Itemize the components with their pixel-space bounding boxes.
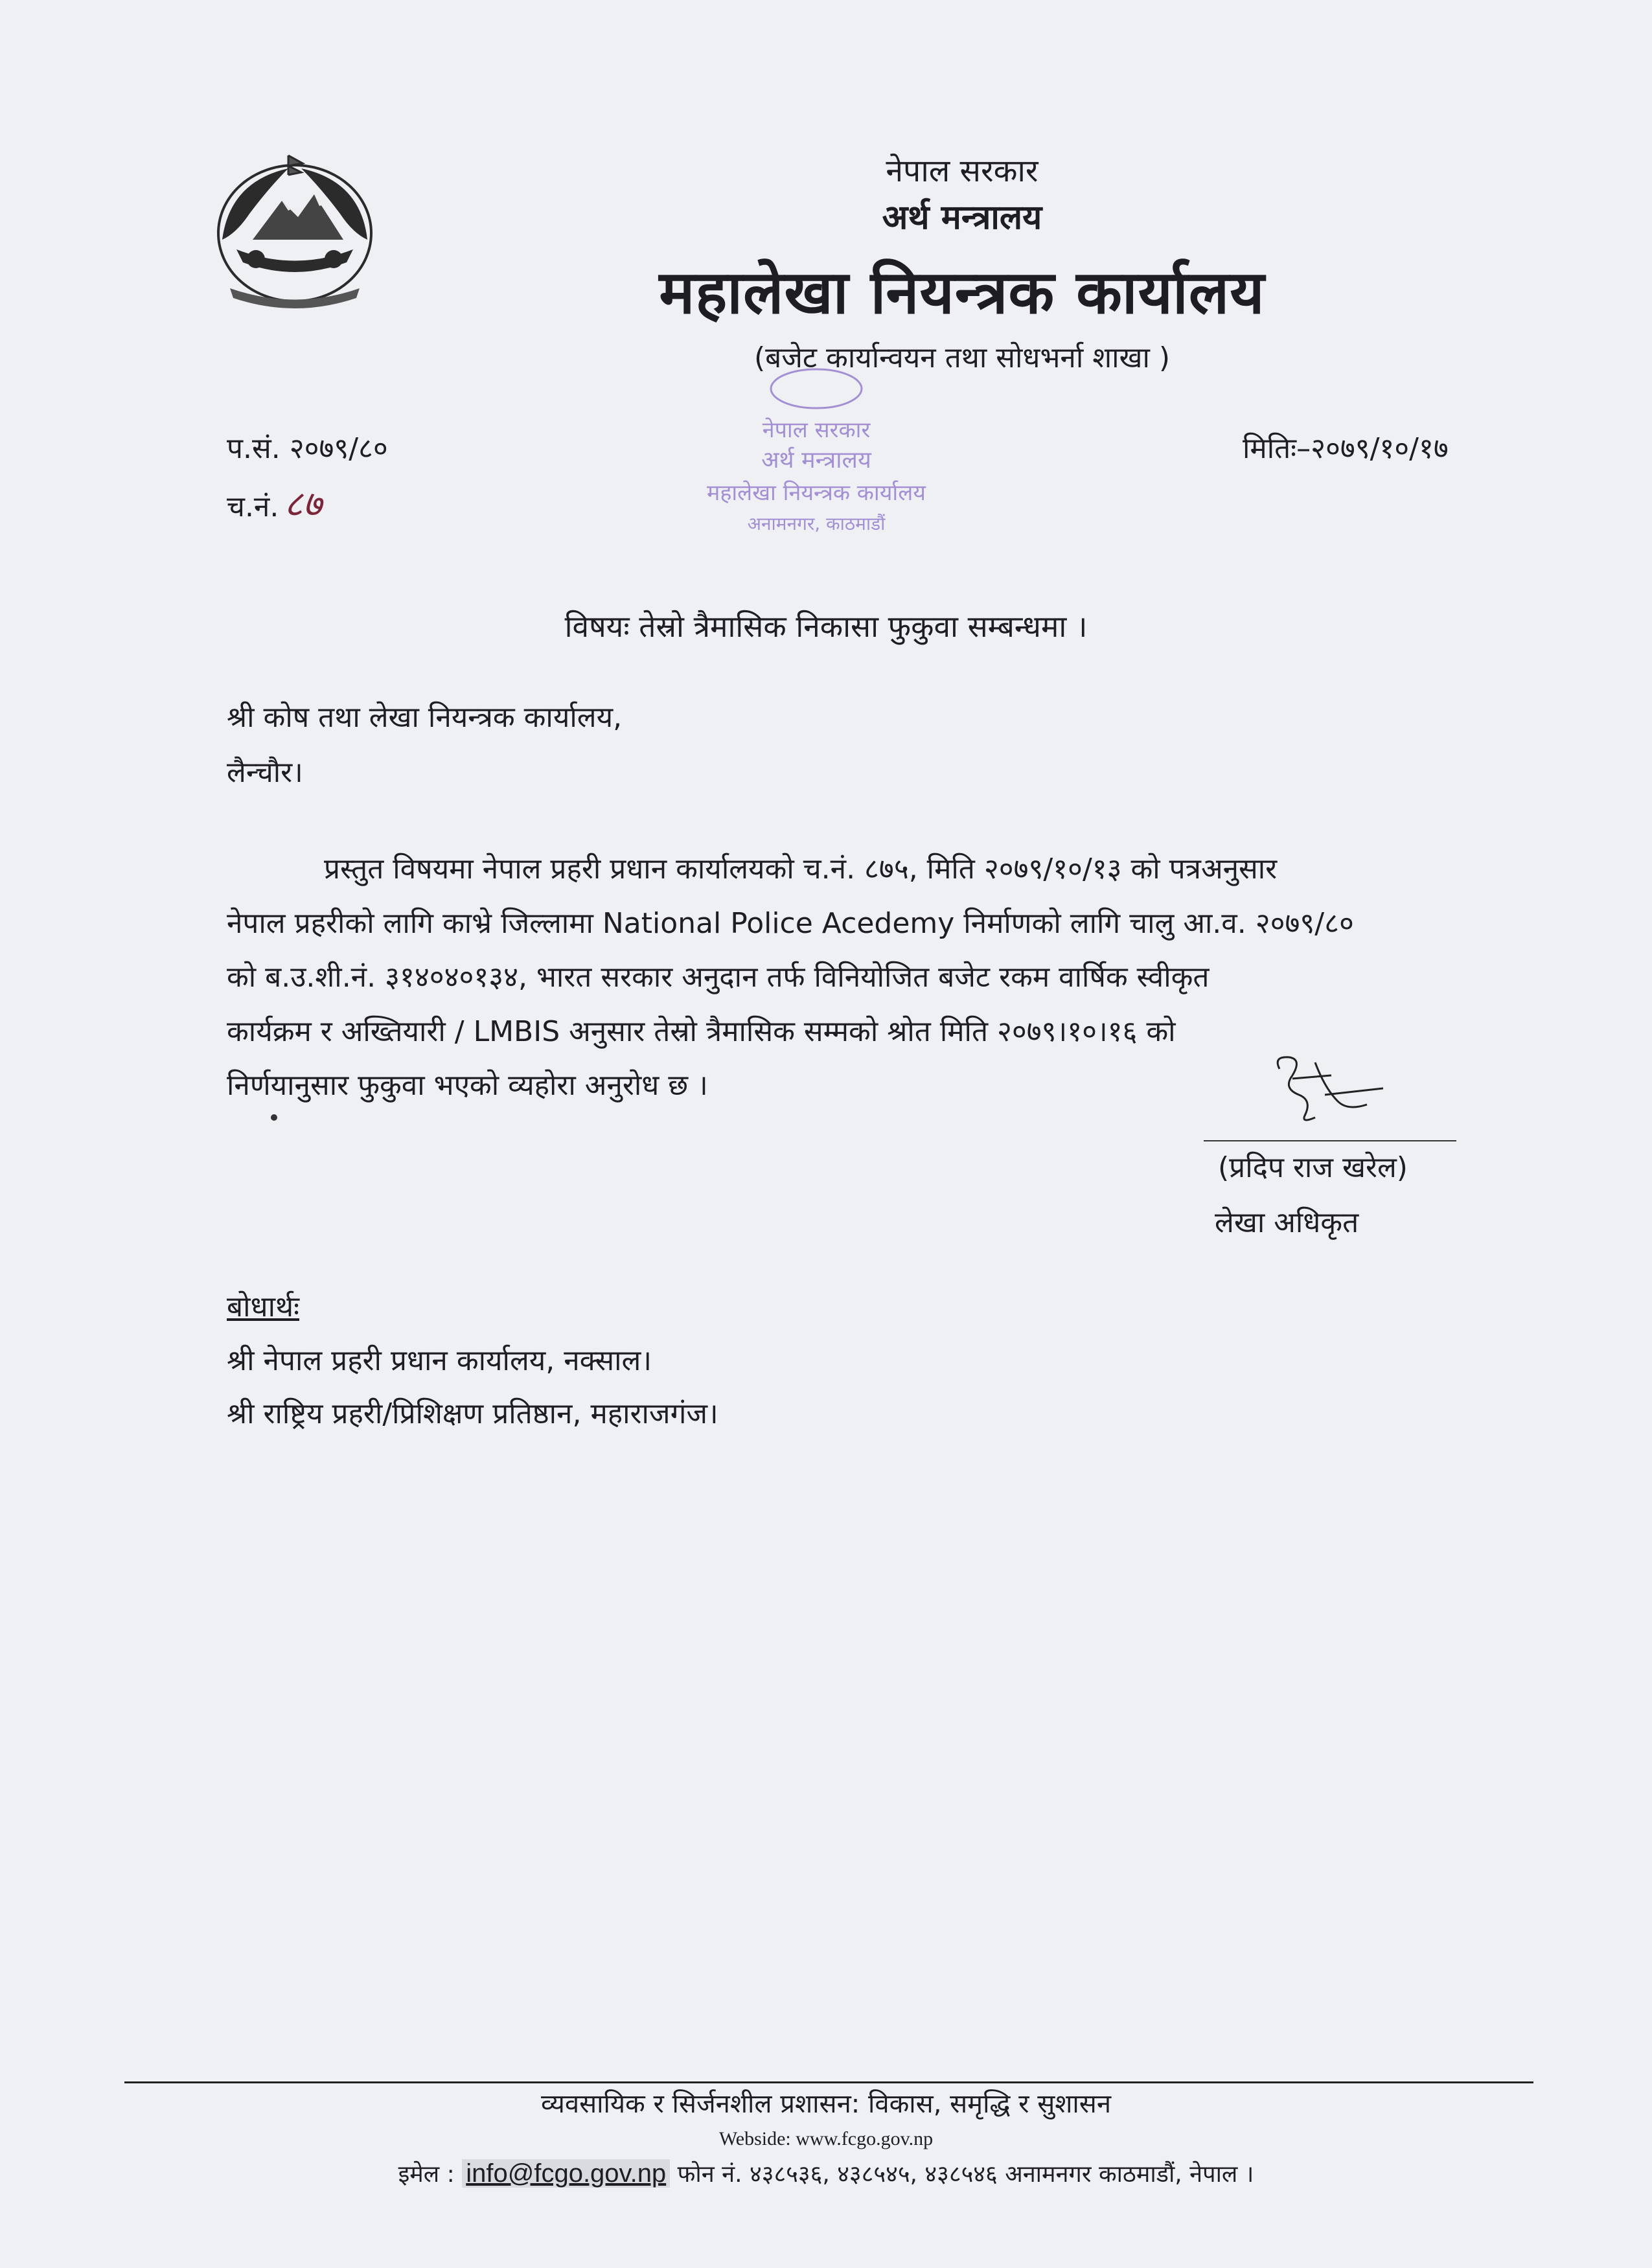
dispatch-number — [227, 478, 322, 527]
dispatch-label: च.नं. — [227, 490, 279, 523]
letter-number: प.सं. २०७९/८० — [227, 432, 388, 465]
footer-contact — [0, 2157, 1652, 2189]
signatory-designation: लेखा अधिकृत — [1215, 1206, 1359, 1239]
cc-heading: बोधार्थः — [227, 1290, 299, 1323]
footer-website: Webside: www.fcgo.gov.np — [718, 2128, 934, 2149]
stamp-line-4: अनामनगर, काठमाडौं — [747, 513, 886, 534]
office-title: महालेखा नियन्त्रक कार्यालय — [659, 258, 1265, 327]
signatory-name: (प्रदिप राज खरेल) — [1218, 1151, 1408, 1184]
cc-item-1: श्री नेपाल प्रहरी प्रधान कार्यालय, नक्साल। — [227, 1344, 652, 1377]
body-line-2: नेपाल प्रहरीको लागि काभ्रे जिल्लामा National Police Acedemy निर्माणको लागि चालु आ.व. २०७९/८० — [227, 906, 1354, 940]
phone-address: फोन नं. ४३८५३६, ४३८५४५, ४३८५४६ अनामनगर काठमाडौं, नेपाल । — [677, 2161, 1254, 2188]
dispatch-handwritten-number: ८७ — [284, 483, 322, 525]
body-line-4: कार्यक्रम र अख्तियारी / LMBIS अनुसार तेस्रो त्रैमासिक सम्मको श्रोत मिति २०७९।१०।१६ को — [227, 1014, 1176, 1048]
email-link[interactable]: info@fcgo.gov.np — [462, 2159, 670, 2188]
recipient-line-2: लैन्चौर। — [227, 756, 303, 789]
footer-divider — [124, 2081, 1533, 2083]
signature-line — [1204, 1140, 1456, 1141]
letter-body — [227, 842, 1354, 1113]
body-line-3: को ब.उ.शी.नं. ३१४०४०१३४, भारत सरकार अनुदान तर्फ विनियोजित बजेट रकम वार्षिक स्वीकृत — [227, 961, 1210, 994]
ink-dot — [271, 1114, 277, 1121]
letter-subject: विषयः तेस्रो त्रैमासिक निकासा फुकुवा सम्बन्धमा । — [564, 609, 1088, 644]
government-name: नेपाल सरकार — [886, 153, 1038, 189]
office-stamp — [674, 363, 959, 557]
stamp-line-3: महालेखा नियन्त्रक कार्यालय — [706, 480, 926, 506]
body-line-1: प्रस्तुत विषयमा नेपाल प्रहरी प्रधान कार्यालयको च.नं. ८७५, मिति २०७९/१०/१३ को पत्रअनुसार — [324, 853, 1278, 886]
recipient-line-1: श्री कोष तथा लेखा नियन्त्रक कार्यालय, — [227, 701, 623, 734]
handwritten-signature — [1254, 1049, 1396, 1127]
branch-name: (बजेट कार्यान्वयन तथा सोधभर्ना शाखा ) — [753, 341, 1171, 374]
email-label: इमेल : — [398, 2161, 455, 2188]
letter-date: मितिः–२०७९/१०/१७ — [1243, 432, 1449, 465]
ministry-name: अर्थ मन्त्रालय — [882, 198, 1042, 237]
body-line-5: निर्णयानुसार फुकुवा भएको व्यहोरा अनुरोध छ । — [227, 1069, 708, 1102]
cc-item-2: श्री राष्ट्रिय प्रहरी/प्रिशिक्षण प्रतिष्ठान, महाराजगंज। — [227, 1397, 718, 1430]
stamp-line-1: नेपाल सरकार — [762, 417, 871, 443]
stamp-line-2: अर्थ मन्त्रालय — [761, 447, 871, 474]
footer-slogan: व्यवसायिक र सिर्जनशील प्रशासन: विकास, समृद्धि र सुशासन — [540, 2089, 1112, 2119]
